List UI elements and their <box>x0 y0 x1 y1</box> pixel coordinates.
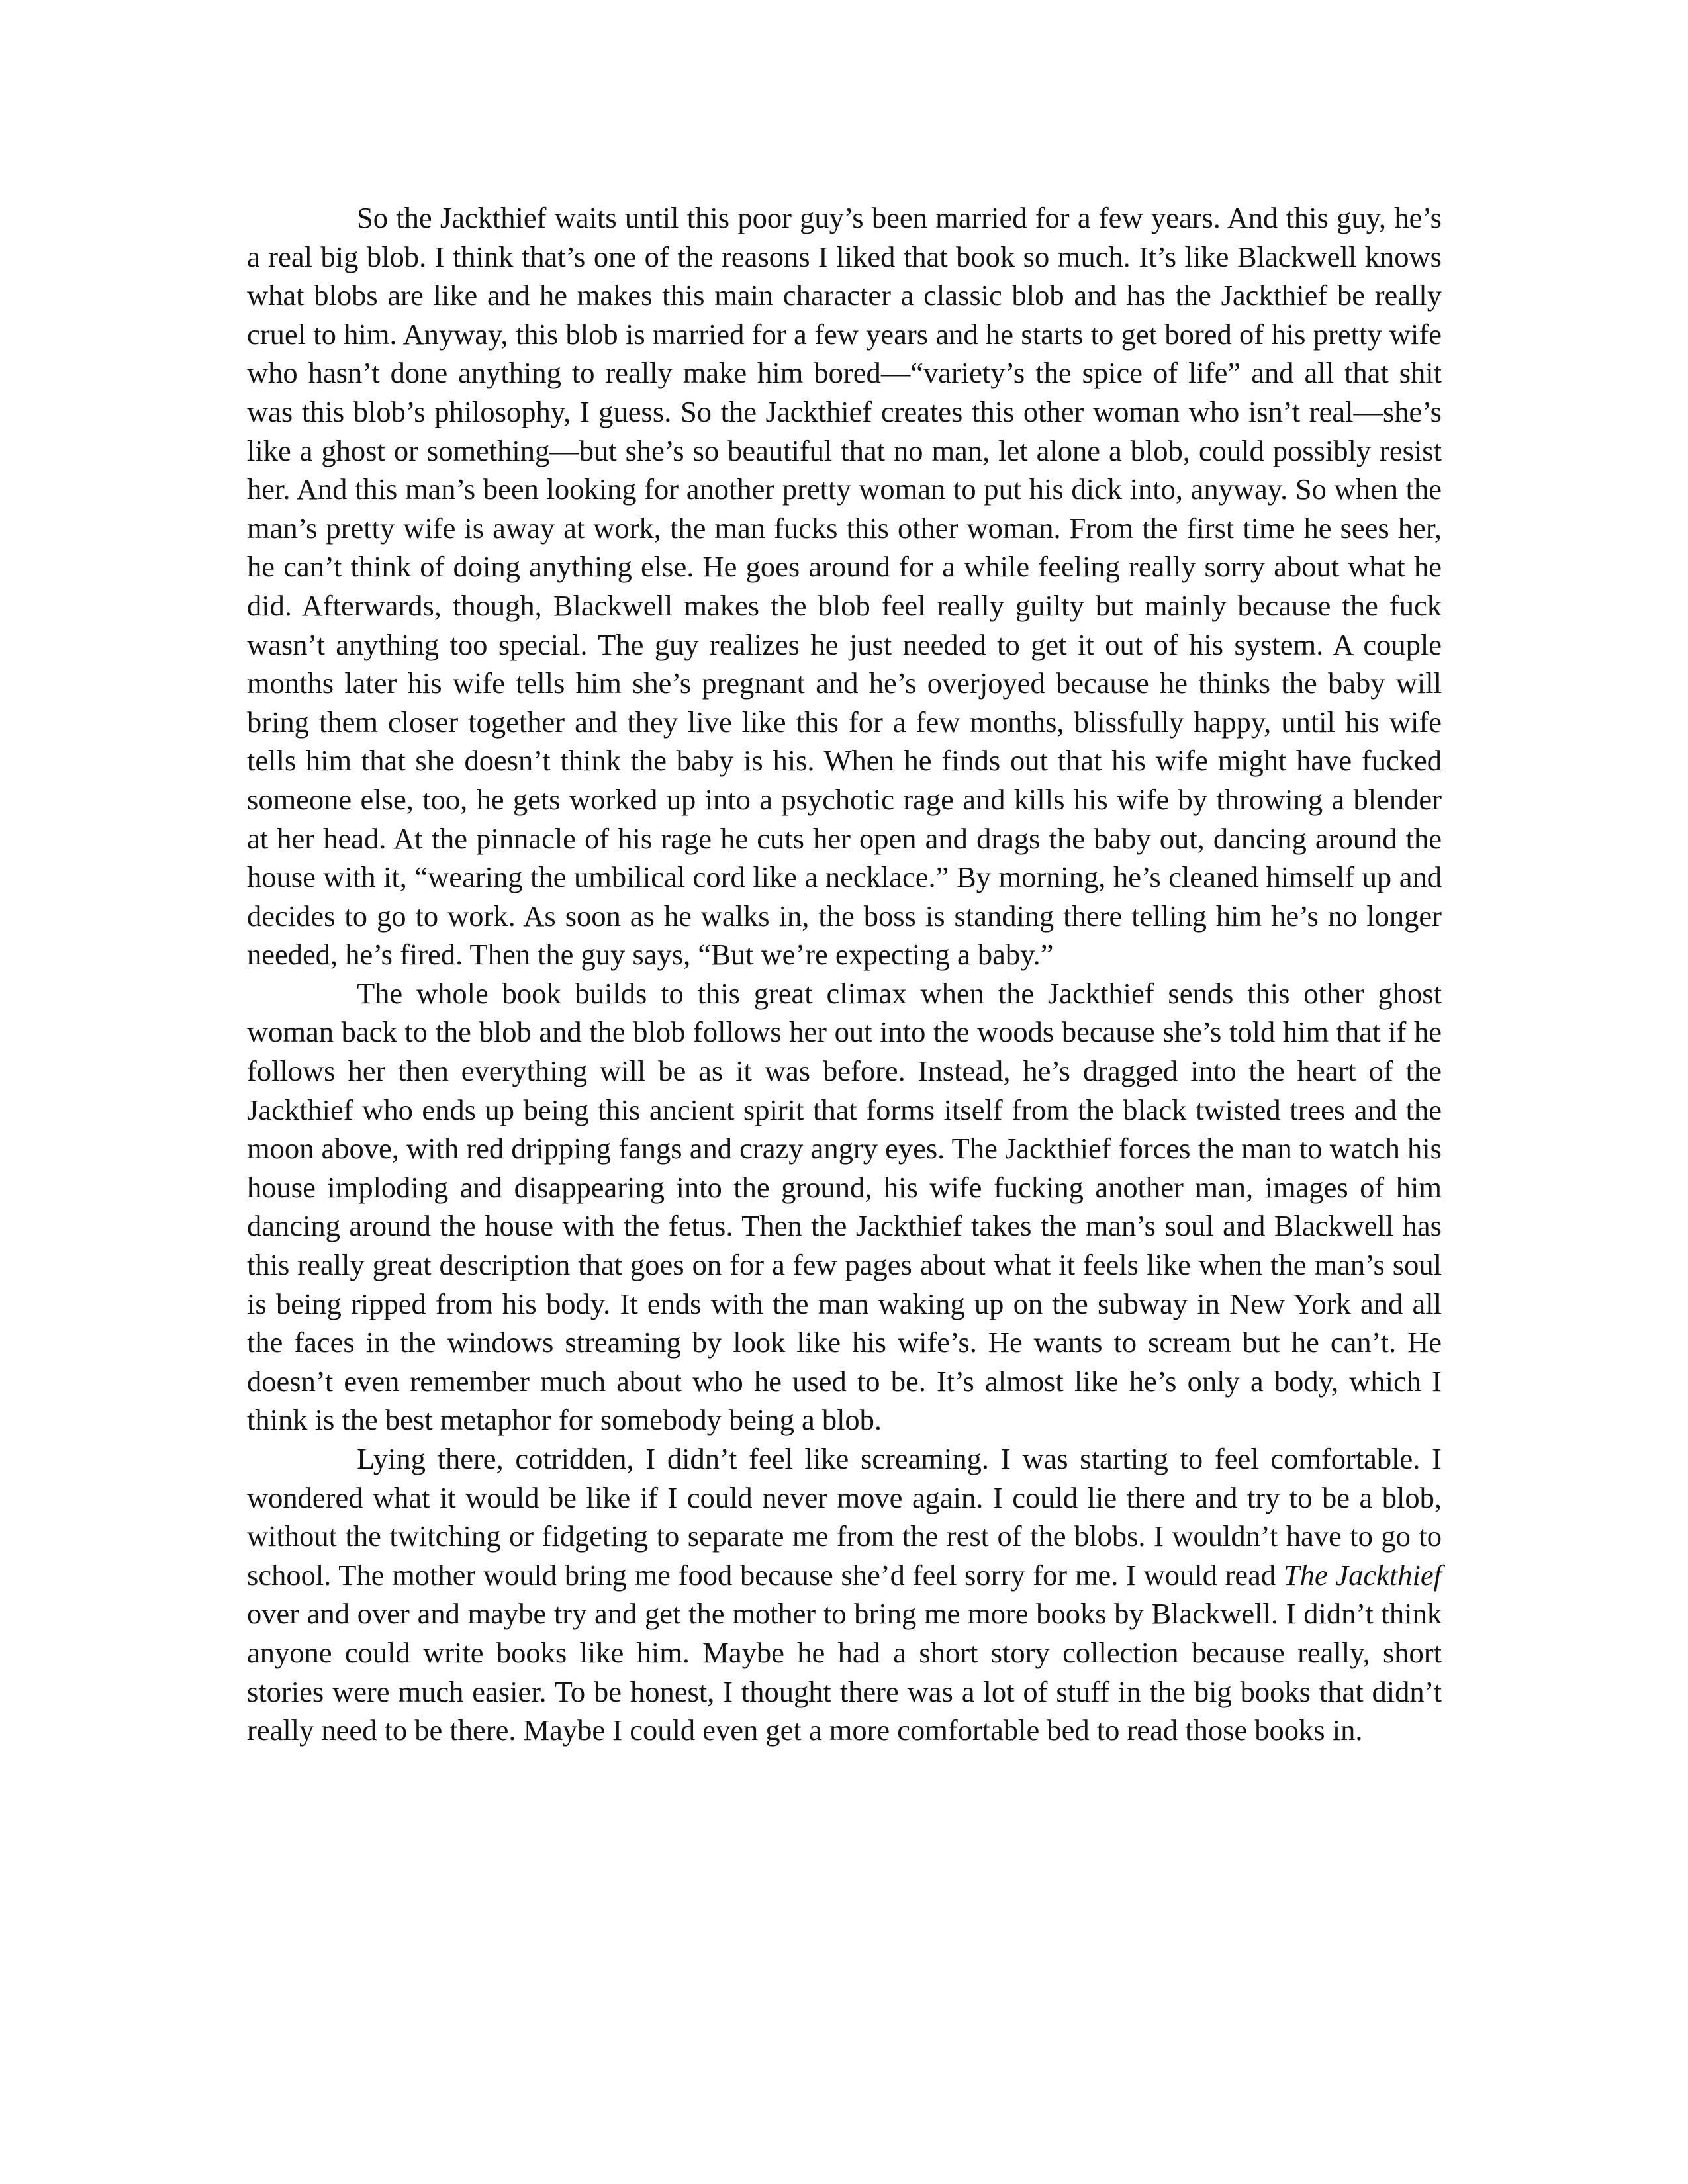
paragraph-3 <box>247 1439 1442 1750</box>
paragraph-1: So the Jackthief waits until this poor guy’s been married for a few years. And this guy, he’s a real big blob. I think that’s one of the reasons I liked that book so much. It’s like Blackwell knows what blobs are like and he makes this main character a classic blob and has the Jackthief be really cruel to him. Anyway, this blob is married for a few years and he starts to get bored of his pretty wife who hasn’t done anything to really make him bored—“variety’s the spice of life” and all that shit was this blob’s philosophy, I guess. So the Jackthief creates this other woman who isn’t real—she’s like a ghost or something—but she’s so beautiful that no man, let alone a blob, could possibly resist her. And this man’s been looking for another pretty woman to put his dick into, anyway. So when the man’s pretty wife is away at work, the man fucks this other woman. From the first time he sees her, he can’t think of doing anything else. He goes around for a while feeling really sorry about what he did. Afterwards, though, Blackwell makes the blob feel really guilty but mainly because the fuck wasn’t anything too special. The guy realizes he just needed to get it out of his system. A couple months later his wife tells him she’s pregnant and he’s overjoyed because he thinks the baby will bring them closer together and they live like this for a few months, blissfully happy, until his wife tells him that she doesn’t think the baby is his. When he finds out that his wife might have fucked someone else, too, he gets worked up into a psychotic rage and kills his wife by throwing a blender at her head. At the pinnacle of his rage he cuts her open and drags the baby out, dancing around the house with it, “wearing the umbilical cord like a necklace.” By morning, he’s cleaned himself up and decides to go to work. As soon as he walks in, the boss is standing there telling him he’s no longer needed, he’s fired. Then the guy says, “But we’re expecting a baby.” <box>247 201 1442 972</box>
body-text <box>247 199 1442 1750</box>
book-title: The Jackthief <box>1283 1558 1442 1592</box>
paragraph-2: The whole book builds to this great climax when the Jackthief sends this other ghost woman back to the blob and the blob follows her out into the woods because she’s told him that if he follows her then everything will be as it was before. Instead, he’s dragged into the heart of the Jackthief who ends up being this ancient spirit that forms itself from the black twisted trees and the moon above, with red dripping fangs and crazy angry eyes. The Jackthief forces the man to watch his house imploding and disappearing into the ground, his wife fucking another man, images of him dancing around the house with the fetus. Then the Jackthief takes the man’s soul and Blackwell has this really great description that goes on for a few pages about what it feels like when the man’s soul is being ripped from his body. It ends with the man waking up on the subway in New York and all the faces in the windows streaming by look like his wife’s. He wants to scream but he can’t. He doesn’t even remember much about who he used to be. It’s almost like he’s only a body, which I think is the best metaphor for somebody being a blob. <box>247 976 1442 1437</box>
paragraph-3-part-1: Lying there, cotridden, I didn’t feel like screaming. I was starting to feel comfortable. I wondered what it would be like if I could never move again. I could lie there and try to be a blob, without the twitching or fidgeting to separate me from the rest of the blobs. I wouldn’t have to go to school. The mother would bring me food because she’d feel sorry for me. I would read <box>247 1442 1442 1592</box>
paragraph-3-part-2: over and over and maybe try and get the mother to bring me more books by Blackwell. I didn’t think anyone could write books like him. Maybe he had a short story collection because really, short stories were much easier. To be honest, I thought there was a lot of stuff in the big books that didn’t really need to be there. Maybe I could even get a more comfortable bed to read those books in. <box>247 1597 1442 1747</box>
